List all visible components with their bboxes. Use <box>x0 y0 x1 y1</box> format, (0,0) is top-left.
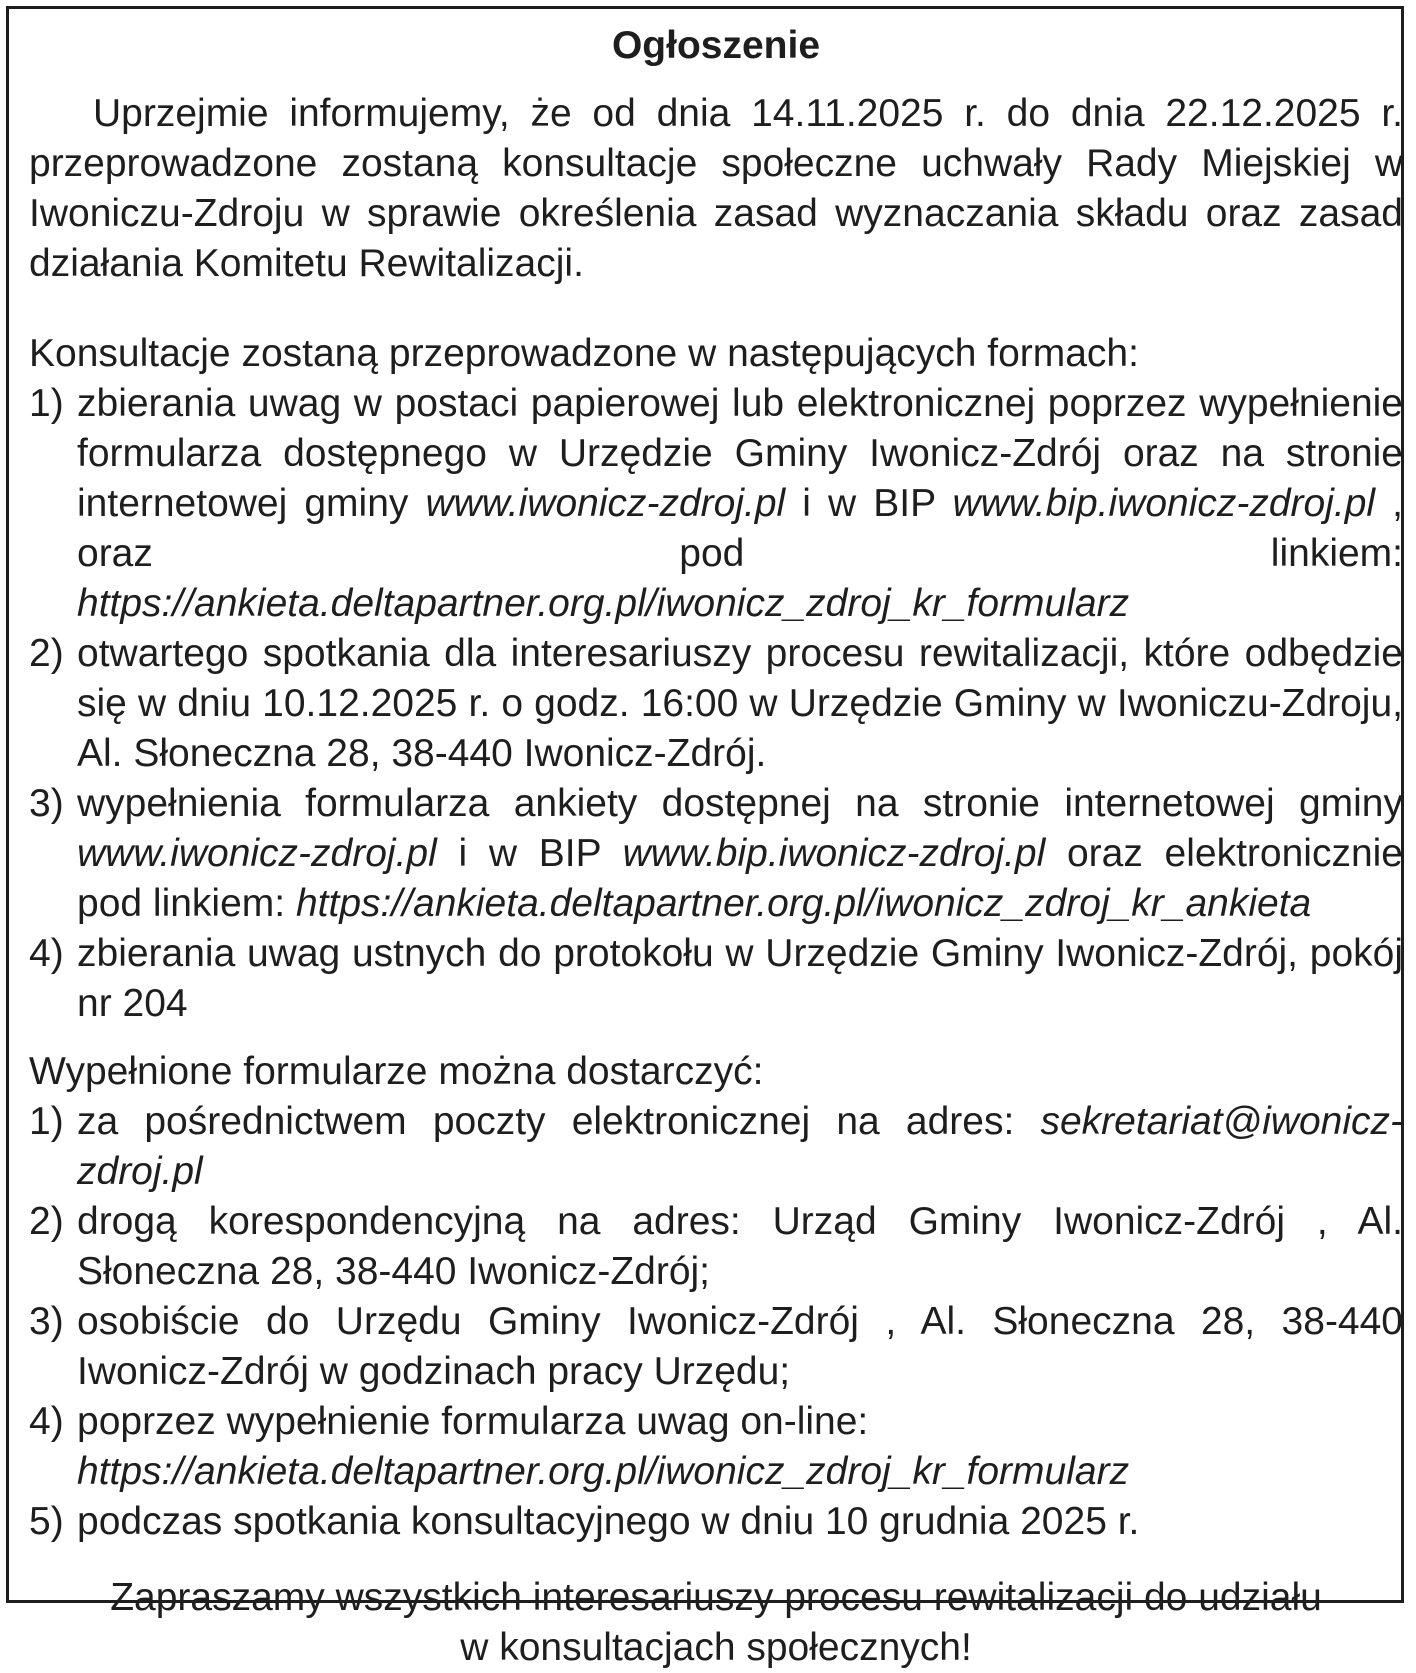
forms-heading: Konsultacje zostaną przeprowadzone w następujących formach: <box>29 332 1139 375</box>
forms-item-3-text-b: i w BIP <box>458 832 601 875</box>
list-number: 3) <box>29 782 64 825</box>
delivery-item-2-text: drogą korespondencyjną na adres: Urząd Gminy Iwonicz-Zdrój , Al. Słoneczna 28, 38-440 Iwonicz-Zdrój; <box>77 1200 1403 1293</box>
forms-item-3-text-a: wypełnienia formularza ankiety dostępnej na stronie internetowej gminy <box>77 782 1403 825</box>
delivery-item-5-text: podczas spotkania konsultacyjnego w dniu 10 grudnia 2025 r. <box>77 1500 1140 1543</box>
closing-line-2: w konsultacjach społecznych! <box>460 1626 972 1669</box>
delivery-item-4-text: poprzez wypełnienie formularza uwag on-line: <box>77 1400 869 1443</box>
delivery-heading: Wypełnione formularze można dostarczyć: <box>29 1050 764 1093</box>
list-number: 1) <box>29 1100 64 1143</box>
email-link[interactable]: sekretariat@iwonicz-zdroj.pl <box>77 1100 1404 1193</box>
delivery-item-3 <box>29 1297 1403 1397</box>
website-link[interactable]: www.iwonicz-zdroj.pl <box>425 482 786 525</box>
delivery-item-1 <box>29 1097 1403 1197</box>
closing-line-1: Zapraszamy wszystkich interesariuszy procesu rewitalizacji do udziału <box>110 1576 1322 1619</box>
forms-item-2-text: otwartego spotkania dla interesariuszy procesu rewitalizacji, które odbędzie się w dniu 10.12.2025 r. o godz. 16:00 w Urzędzie Gminy w Iwoniczu-Zdroju, Al. Słoneczna 28, 38-440 Iwonicz-Zdrój. <box>77 632 1403 775</box>
announcement-document <box>29 21 1403 1673</box>
bip-link[interactable]: www.bip.iwonicz-zdroj.pl <box>952 482 1376 525</box>
announcement-frame <box>6 6 1404 1669</box>
delivery-item-1-text: za pośrednictwem poczty elektronicznej na adres: <box>77 1100 1015 1143</box>
forms-item-3 <box>29 779 1403 929</box>
forms-item-2 <box>29 629 1403 779</box>
forms-item-1-text-b: i w BIP <box>802 482 936 525</box>
list-number: 2) <box>29 632 64 675</box>
forms-item-1-text-c: , oraz pod linkiem: <box>77 482 1403 575</box>
intro-paragraph: Uprzejmie informujemy, że od dnia 14.11.2025 r. do dnia 22.12.2025 r. przeprowadzone zostaną konsultacje społeczne uchwały Rady Miejskiej w Iwoniczu-Zdroju w sprawie określenia zasad wyznaczania składu oraz zasad działania Komitetu Rewitalizacji. <box>29 92 1403 285</box>
delivery-item-2 <box>29 1197 1403 1297</box>
forms-item-1-text-a: zbierania uwag w postaci papierowej lub elektronicznej poprzez wypełnienie formularza dostępnego w Urzędzie Gminy Iwonicz-Zdrój oraz na stronie internetowej gminy <box>77 382 1403 525</box>
page-title: Ogłoszenie <box>611 24 821 67</box>
forms-item-3-text-c: oraz elektronicznie pod linkiem: <box>77 832 1403 925</box>
list-number: 4) <box>29 932 64 975</box>
delivery-item-4 <box>29 1397 1403 1497</box>
list-number: 5) <box>29 1500 64 1543</box>
website-link[interactable]: www.iwonicz-zdroj.pl <box>77 832 437 875</box>
form-link[interactable]: https://ankieta.deltapartner.org.pl/iwonicz_zdroj_kr_formularz <box>77 582 1130 625</box>
list-number: 2) <box>29 1200 64 1243</box>
forms-list <box>29 379 1403 1029</box>
list-number: 3) <box>29 1300 64 1343</box>
delivery-item-5 <box>29 1497 1403 1547</box>
delivery-list <box>29 1097 1403 1547</box>
forms-item-4-text: zbierania uwag ustnych do protokołu w Urzędzie Gminy Iwonicz-Zdrój, pokój nr 204 <box>77 932 1403 1025</box>
delivery-item-3-text: osobiście do Urzędu Gminy Iwonicz-Zdrój , Al. Słoneczna 28, 38-440 Iwonicz-Zdrój w godzinach pracy Urzędu; <box>77 1300 1403 1393</box>
forms-item-4 <box>29 929 1403 1029</box>
forms-item-1 <box>29 379 1403 629</box>
bip-link[interactable]: www.bip.iwonicz-zdroj.pl <box>622 832 1046 875</box>
closing-invitation <box>29 1573 1403 1673</box>
survey-link[interactable]: https://ankieta.deltapartner.org.pl/iwonicz_zdroj_kr_ankieta <box>295 882 1312 925</box>
section-spacer <box>29 1029 1403 1047</box>
online-form-link[interactable]: https://ankieta.deltapartner.org.pl/iwonicz_zdroj_kr_formularz <box>77 1450 1130 1493</box>
list-number: 1) <box>29 382 64 425</box>
list-number: 4) <box>29 1400 64 1443</box>
